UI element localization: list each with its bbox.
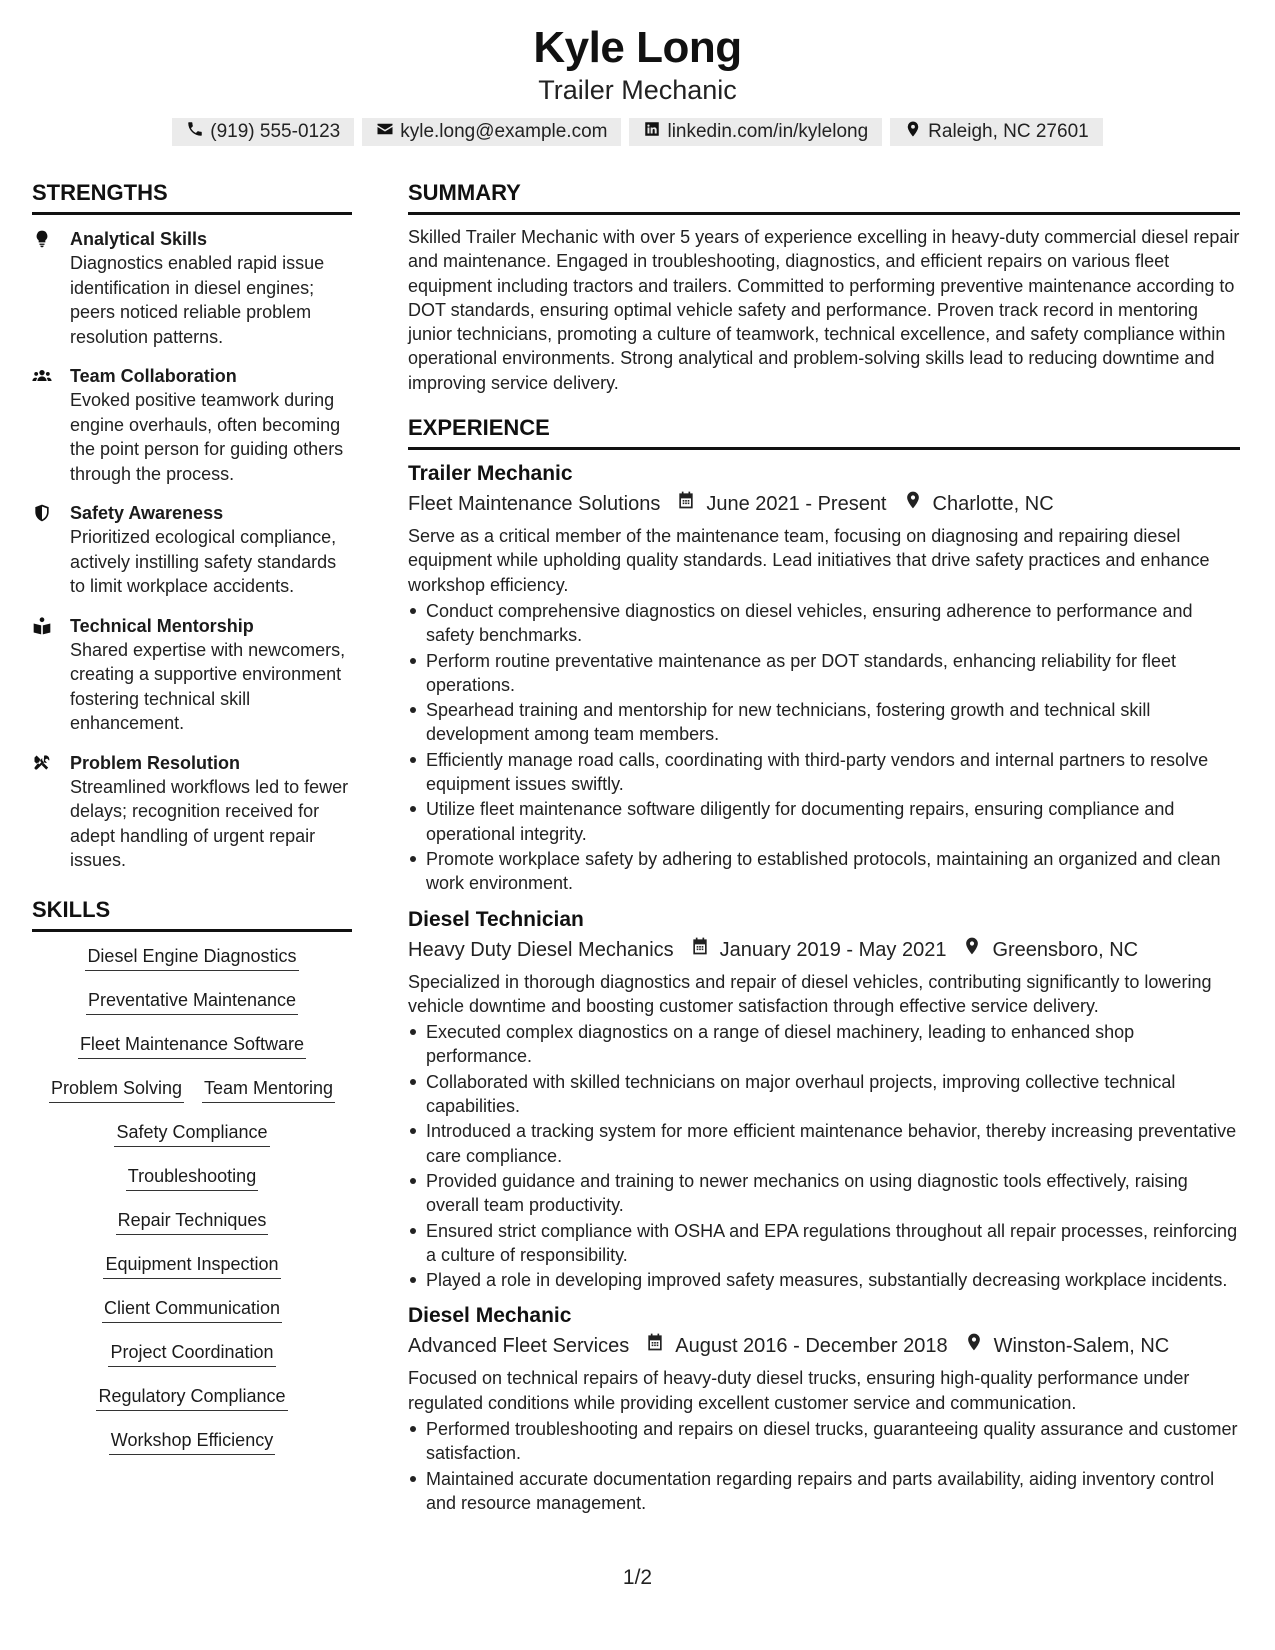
job-bullet: Performed troubleshooting and repairs on diesel trucks, guaranteeing quality assurance and customer satisfaction.: [408, 1417, 1240, 1466]
skills-row: [32, 1032, 352, 1059]
skill-tag: Repair Techniques: [116, 1208, 269, 1235]
skills-row: [32, 1428, 352, 1455]
job-meta: [408, 936, 1240, 964]
job-bullet: Maintained accurate documentation regarding repairs and parts availability, aiding inventory control and resource management.: [408, 1467, 1240, 1516]
contact-email-text: kyle.long@example.com: [400, 121, 608, 142]
experience-heading: EXPERIENCE: [408, 415, 1240, 450]
skill-tag: Client Communication: [102, 1296, 282, 1323]
calendar-icon: [690, 936, 710, 964]
job-entry: [408, 1302, 1240, 1515]
job-company: Heavy Duty Diesel Mechanics: [408, 938, 674, 961]
candidate-name: Kyle Long: [533, 23, 742, 72]
strength-item: [32, 364, 352, 486]
job-bullet: Efficiently manage road calls, coordinating with third-party vendors and internal partners to resolve equipment issues swiftly.: [408, 748, 1240, 797]
job-dates: January 2019 - May 2021: [719, 938, 947, 961]
job-bullet: Spearhead training and mentorship for new technicians, fostering growth and technical skill development among team members.: [408, 698, 1240, 747]
skills-row: [32, 988, 352, 1015]
skills-list: [32, 944, 352, 1455]
skills-row: [32, 1252, 352, 1279]
job-bullet: Perform routine preventative maintenance as per DOT standards, enhancing reliability for fleet operations.: [408, 649, 1240, 698]
skill-tag: Team Mentoring: [202, 1076, 335, 1103]
summary-text: Skilled Trailer Mechanic with over 5 years of experience excelling in heavy-duty commercial diesel repair and maintenance. Engaged in troubleshooting, diagnostics, and efficient repairs on various fleet equipment including tractors and trailers. Committed to performing preventive maintenance according to DOT standards, ensuring optimal vehicle safety and performance. Proven track record in mentoring junior technicians, promoting a culture of teamwork, technical excellence, and safety compliance within operational environments. Strong analytical and problem-solving skills lead to reducing downtime and improving service delivery.: [408, 227, 1240, 393]
resume-header: [0, 22, 1275, 146]
skill-tag: Diesel Engine Diagnostics: [85, 944, 298, 971]
candidate-title: Trailer Mechanic: [538, 75, 737, 105]
job-location: Winston-Salem, NC: [993, 1335, 1170, 1358]
contact-email[interactable]: [362, 118, 621, 146]
skill-tag: Equipment Inspection: [103, 1252, 280, 1279]
contact-phone-text: (919) 555-0123: [210, 121, 341, 142]
contact-linkedin-text: linkedin.com/in/kylelong: [667, 121, 869, 142]
contact-location: [890, 118, 1103, 146]
job-dates: August 2016 - December 2018: [675, 1335, 948, 1358]
skills-row: [32, 1296, 352, 1323]
job-bullet: Utilize fleet maintenance software diligently for documenting repairs, ensuring compliance and operational integrity.: [408, 797, 1240, 846]
strength-item: [32, 614, 352, 736]
contact-bar: [0, 118, 1275, 146]
skill-tag: Regulatory Compliance: [96, 1384, 287, 1411]
skills-heading: SKILLS: [32, 897, 352, 932]
job-bullet: Promote workplace safety by adhering to established protocols, maintaining an organized and clean work environment.: [408, 847, 1240, 896]
job-meta: [408, 490, 1240, 518]
job-bullets: [408, 599, 1240, 896]
map-pin-icon: [904, 120, 922, 144]
skill-tag: Fleet Maintenance Software: [78, 1032, 306, 1059]
job-description: Focused on technical repairs of heavy-duty diesel trucks, ensuring high-quality performance under regulated conditions while providing excellent customer service and communication.: [408, 1368, 1190, 1413]
strength-title: Analytical Skills: [70, 229, 208, 249]
skills-row: [32, 944, 352, 971]
job-location: Greensboro, NC: [992, 938, 1139, 961]
job-location: Charlotte, NC: [932, 493, 1054, 516]
skills-row: [32, 1120, 352, 1147]
job-description: Serve as a critical member of the maintenance team, focusing on diagnosing and repairing diesel equipment while upholding quality standards. Lead initiatives that drive safety practices and enhance workshop efficiency.: [408, 526, 1210, 595]
job-bullet: Collaborated with skilled technicians on major overhaul projects, improving collective technical capabilities.: [408, 1070, 1240, 1119]
strength-title: Safety Awareness: [70, 503, 224, 523]
strength-title: Problem Resolution: [70, 752, 241, 773]
job-bullet: Conduct comprehensive diagnostics on diesel vehicles, ensuring adherence to performance and safety benchmarks.: [408, 599, 1240, 648]
job-dates: June 2021 - Present: [706, 493, 887, 516]
strength-item: [32, 751, 352, 873]
contact-phone[interactable]: [172, 118, 354, 146]
users-icon: [32, 364, 58, 486]
envelope-icon: [376, 120, 394, 144]
strength-desc: Streamlined workflows led to fewer delays; recognition received for adept handling of urgent repair issues.: [70, 776, 349, 870]
job-entry: [408, 906, 1240, 1293]
tools-icon: [32, 751, 58, 873]
book-reader-icon: [32, 614, 58, 736]
linkedin-icon: [643, 120, 661, 144]
skills-row: [32, 1340, 352, 1367]
job-company: Advanced Fleet Services: [408, 1335, 630, 1358]
strength-title: Technical Mentorship: [70, 615, 254, 636]
job-meta: [408, 1332, 1240, 1360]
strength-item: [32, 227, 352, 349]
skills-row: [32, 1076, 352, 1103]
skill-tag: Project Coordination: [108, 1340, 275, 1367]
calendar-icon: [676, 490, 696, 518]
map-pin-icon: [962, 936, 982, 964]
job-title: Diesel Technician: [408, 907, 584, 931]
contact-location-text: Raleigh, NC 27601: [928, 121, 1089, 142]
job-bullet: Introduced a tracking system for more efficient maintenance behavior, thereby increasing preventative care compliance.: [408, 1119, 1240, 1168]
shield-icon: [32, 501, 58, 599]
right-column: [408, 180, 1240, 1516]
strength-item: [32, 501, 352, 599]
job-bullet: Executed complex diagnostics on a range of diesel machinery, leading to enhanced shop performance.: [408, 1020, 1240, 1069]
job-entry: [408, 460, 1240, 895]
phone-icon: [186, 120, 204, 144]
calendar-icon: [645, 1332, 665, 1360]
job-bullet: Provided guidance and training to newer mechanics on using diagnostic tools effectively, raising overall team productivity.: [408, 1169, 1240, 1218]
skill-tag: Safety Compliance: [114, 1120, 269, 1147]
job-company: Fleet Maintenance Solutions: [408, 493, 661, 516]
job-title: Diesel Mechanic: [408, 1304, 572, 1328]
strengths-heading: STRENGTHS: [32, 180, 352, 215]
skills-row: [32, 1208, 352, 1235]
strengths-list: [32, 227, 352, 873]
skill-tag: Problem Solving: [49, 1076, 184, 1103]
job-bullet: Ensured strict compliance with OSHA and EPA regulations throughout all repair processes, reinforcing a culture of responsibility.: [408, 1219, 1240, 1268]
job-description: Specialized in thorough diagnostics and repair of diesel vehicles, contributing significantly to lowering vehicle downtime and boosting customer satisfaction through effective service delivery.: [408, 971, 1212, 1016]
skills-row: [32, 1164, 352, 1191]
skill-tag: Preventative Maintenance: [86, 988, 298, 1015]
summary-heading: SUMMARY: [408, 180, 1240, 215]
skill-tag: Workshop Efficiency: [109, 1428, 275, 1455]
job-bullet: Played a role in developing improved safety measures, substantially decreasing workplace incidents.: [408, 1268, 1240, 1292]
skill-tag: Troubleshooting: [126, 1164, 258, 1191]
strength-title: Team Collaboration: [70, 366, 237, 386]
strength-desc: Shared expertise with newcomers, creating a supportive environment fostering technical skill enhancement.: [70, 639, 346, 733]
page-number: 1/2: [622, 1566, 653, 1589]
map-pin-icon: [964, 1332, 984, 1360]
skills-row: [32, 1384, 352, 1411]
strength-desc: Diagnostics enabled rapid issue identification in diesel engines; peers noticed reliable problem resolution patterns.: [70, 253, 325, 347]
job-title: Trailer Mechanic: [408, 462, 573, 486]
left-column: [32, 180, 352, 1455]
strength-desc: Evoked positive teamwork during engine overhauls, often becoming the point person for guiding others through the process.: [70, 390, 344, 484]
lightbulb-icon: [32, 227, 58, 349]
contact-linkedin[interactable]: [629, 118, 882, 146]
strength-desc: Prioritized ecological compliance, actively instilling safety standards to limit workplace accidents.: [70, 527, 337, 596]
job-bullets: [408, 1417, 1240, 1515]
map-pin-icon: [903, 490, 923, 518]
job-bullets: [408, 1020, 1240, 1292]
